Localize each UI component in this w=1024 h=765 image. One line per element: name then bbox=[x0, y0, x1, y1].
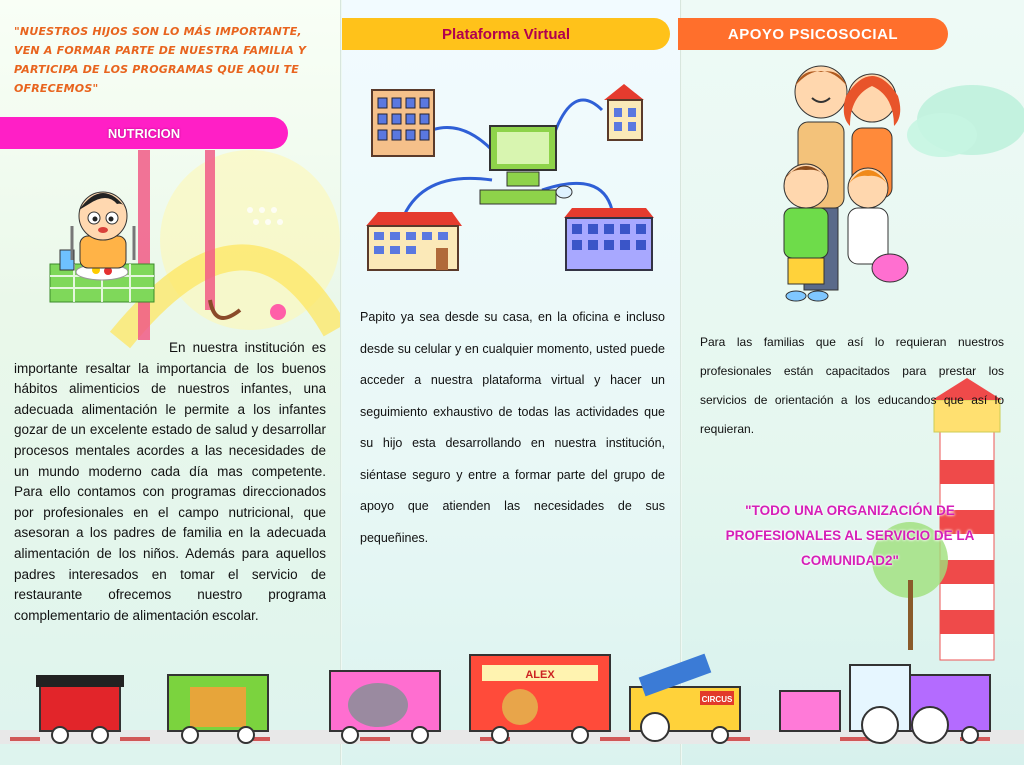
apoyo-body-text: Para las familias que así lo requieran nuestros profesionales están capacitados para prestar los servicios de orientación a los educandos que así lo requieran. bbox=[700, 335, 1004, 436]
plataforma-heading: Plataforma Virtual bbox=[342, 18, 670, 50]
nutricion-heading: NUTRICION bbox=[0, 117, 288, 149]
slogan-text: "TODO UNA ORGANIZACIÓN DE PROFESIONALES AL SERVICIO DE LA COMUNIDAD2" bbox=[725, 503, 975, 568]
apoyo-heading: APOYO PSICOSOCIAL bbox=[678, 18, 948, 50]
intro-quote: "NUESTROS HIJOS SON LO MÁS IMPORTANTE, VEN A FORMAR PARTE DE NUESTRA FAMILIA Y PARTICIPA DE LOS PROGRAMAS QUE AQUI TE OFRECEMOS" bbox=[14, 25, 307, 95]
circus-train-illustration bbox=[0, 635, 1024, 765]
plataforma-body-text: Papito ya sea desde su casa, en la oficina e incluso desde su celular y en cualquier momento, usted puede acceder a nuestra plataforma virtual y hacer un seguimiento exhaustivo de todas las actividades que su hijo esta desarrollando en nuestra institución, siéntase seguro y entre a formar parte del grupo de apoyo que atienden las necesidades de sus pequeñines. bbox=[360, 310, 665, 545]
kid-eating-illustration bbox=[44, 180, 164, 320]
alex-sign: ALEX bbox=[525, 669, 555, 681]
family-illustration bbox=[760, 58, 920, 308]
circus-sign: CIRCUS bbox=[701, 695, 733, 704]
nutricion-body-text: En nuestra institución es importante resaltar la importancia de los buenos hábitos alimenticios de nuestros infantes, una adecuada alimentación le permite a los infantes gozar de un excelente estado de salud y desarrollar procesos mentales acordes a las necesidades de un mundo moderno cada día mas competente. Para ello contamos con programas direccionados por profesionales en el campo nutricional, que asesoran a los padres de familia en la adecuada alimentación de los niños. Además para aquellos padres interesados en tomar el servicio de restaurante ofrecemos nuestro programa complementario de alimentación escolar. bbox=[14, 340, 326, 623]
